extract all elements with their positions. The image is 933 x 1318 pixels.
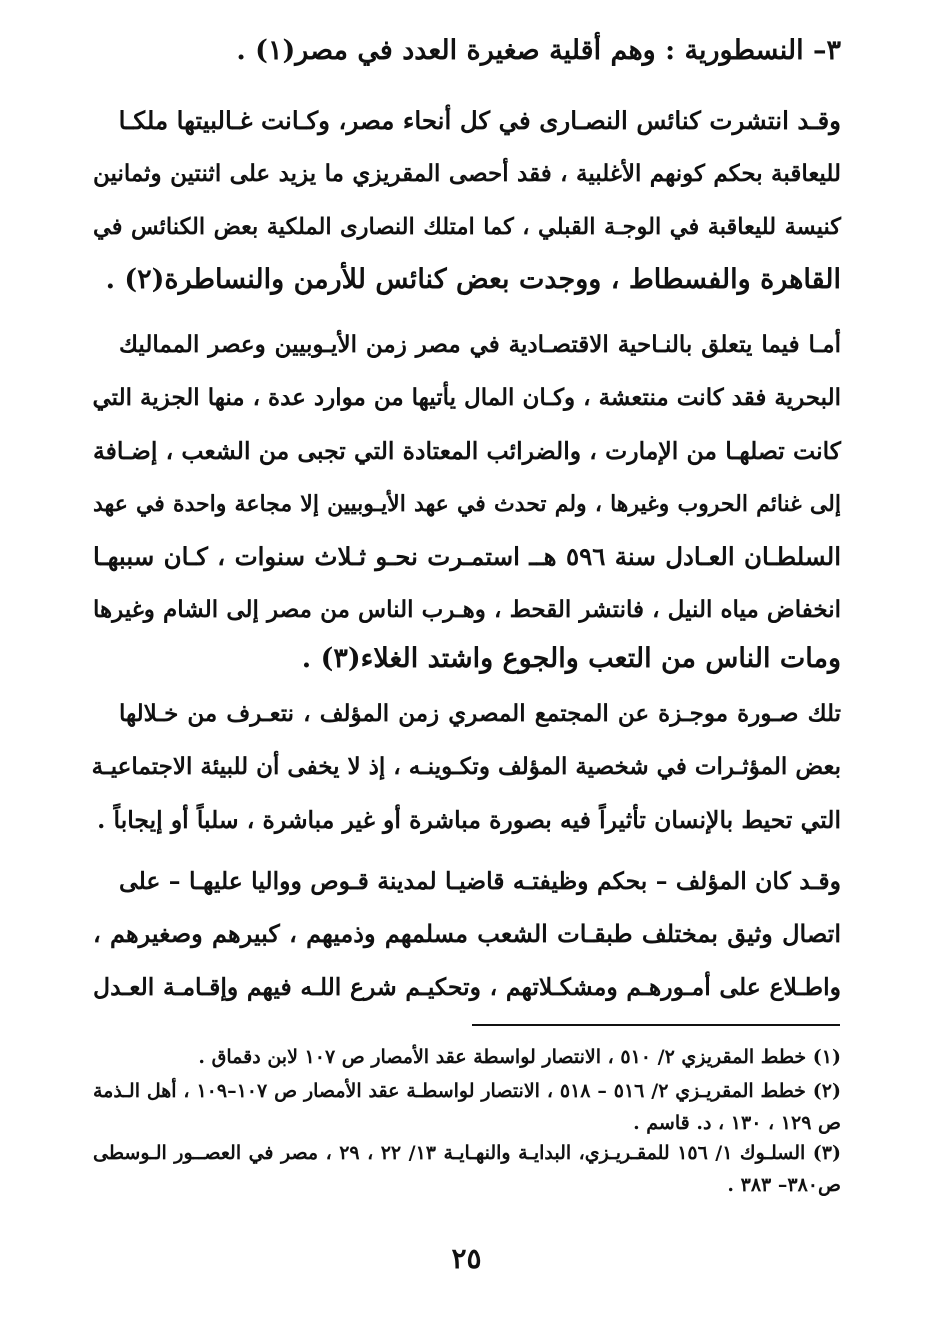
paragraph-4-line-1: وقـد كان المؤلف – بحكم وظيفتـه قاضيـا لمدينة قـوص وواليا عليهـا – على bbox=[119, 867, 841, 895]
paragraph-4-line-2: اتصال وثيق بمختلف طبقـات الشعب مسلمهم وذميهم ، كبيرهم وصغيرهم ، bbox=[93, 919, 841, 948]
paragraph-2-line-7: ومات الناس من التعب والجوع واشتد الغلاء(٣) . bbox=[301, 643, 841, 674]
paragraph-2-line-5: السلطـان العـادل سنة ٥٩٦ هــ استمـرت نحـو ثـلاث سنوات ، كـان سببهـا bbox=[93, 542, 842, 571]
footnote-3-continued: ص٣٨٠– ٣٨٣ . bbox=[727, 1174, 841, 1196]
paragraph-2-line-3: كانت تصلهـا من الإمارت ، والضرائب المعتادة التي تجبى من الشعب ، إضـافة bbox=[93, 437, 841, 465]
footnote-1: (١) خطط المقريزي ٢/ ٥١٠ ، الانتصار لواسطة عقد الأمصار ص ١٠٧ لابن دقماق . bbox=[198, 1046, 841, 1068]
page-number: ٢٥ bbox=[451, 1242, 482, 1275]
paragraph-3-line-1: تلك صـورة موجـزة عن المجتمع المصري زمن المؤلف ، نتعـرف من خـلالها bbox=[119, 700, 841, 727]
paragraph-2-line-1: أمـا فيما يتعلق بالنـاحية الاقتصـادية في مصر زمن الأيـوبيين وعصر المماليك bbox=[119, 331, 841, 358]
footnote-2-continued: ص ١٢٩ ، ١٣٠ ، د. قاسم . bbox=[633, 1112, 841, 1134]
paragraph-1-line-4: القاهرة والفسطاط ، ووجدت بعض كنائس للأرمن والنساطرة(٢) . bbox=[105, 264, 841, 295]
footnote-3: (٣) السلـوك ١/ ١٥٦ للمقـريـزي، البدايـة والنهـايـة ١٣/ ٢٢ ، ٢٩ ، مصر في العصــور الـوسطى bbox=[93, 1142, 841, 1164]
paragraph-3-line-3: التي تحيط بالإنسان تأثيراً فيه بصورة مباشرة أو غير مباشرة ، سلباً أو إيجاباً . bbox=[97, 806, 841, 834]
paragraph-3-line-2: بعض المؤثـرات في شخصية المؤلف وتكـوينـه ، إذ لا يخفى أن للبيئة الاجتماعيـة bbox=[91, 753, 841, 780]
paragraph-2-line-6: انخفاض مياه النيل ، فانتشر القحط ، وهـرب الناس من مصر إلى الشام وغيرها bbox=[93, 596, 841, 623]
paragraph-1-line-2: لليعاقبة بحكم كونهم الأغلبية ، فقد أحصى المقريزي ما يزيد على اثنتين وثمانين bbox=[93, 160, 841, 187]
footnote-separator bbox=[472, 1024, 840, 1026]
paragraph-2-line-2: البحرية فقد كانت منتعشة ، وكـان المال يأتيها من موارد عدة ، منها الجزية التي bbox=[92, 384, 841, 411]
paragraph-1-line-3: كنيسة لليعاقبة في الوجـة القبلي ، كما امتلك النصارى الملكية بعض الكنائس في bbox=[93, 214, 841, 240]
section-heading: ٣– النسطورية : وهم أقلية صغيرة العدد في مصر(١) . bbox=[236, 35, 841, 66]
paragraph-1-line-1: وقـد انتشرت كنائس النصـارى في كل أنحاء مصر، وكـانت غـالبيتها ملكـا bbox=[118, 106, 841, 135]
paragraph-4-line-3: واطـلاع على أمـورهـم ومشكـلاتهم ، وتحكيـم شرع اللـه فيهم وإقـامـة العـدل bbox=[93, 973, 841, 1001]
paragraph-2-line-4: إلى غنائم الحروب وغيرها ، ولم تحدث في عهد الأيـوبيين إلا مجاعة واحدة في عهد bbox=[93, 491, 841, 517]
footnote-2: (٢) خطط المقريـزي ٢/ ٥١٦ – ٥١٨ ، الانتصار لواسطـة عقد الأمصار ص ١٠٧–١٠٩ ، أهل الـذمة bbox=[93, 1080, 841, 1102]
